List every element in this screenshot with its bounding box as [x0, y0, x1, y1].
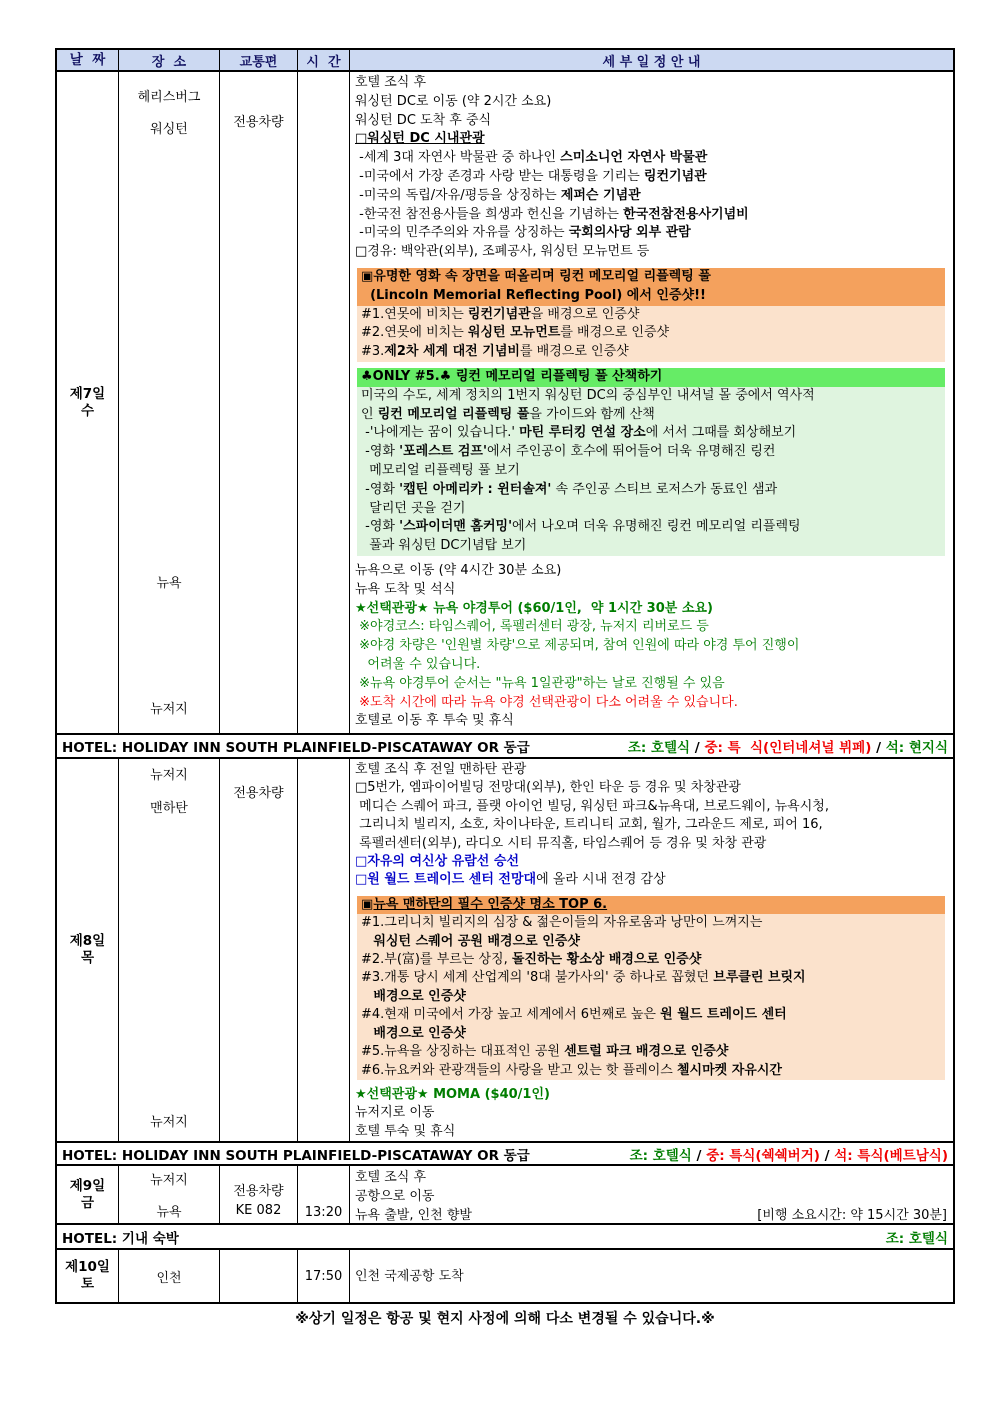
weekday-label: 수 — [80, 402, 95, 419]
text-segment: 첼시마켓 자유시간 — [676, 1062, 782, 1078]
header-place: 장 소 — [119, 50, 220, 70]
text-segment: 그리니치 빌리지, 소호, 차이나타운, 트리니티 교회, 월가, 그라운드 제로, 피어 16, — [355, 817, 823, 833]
schedule-line — [355, 149, 951, 168]
text-segment: 링컨기념관 — [643, 168, 707, 184]
schedule-line — [355, 168, 951, 187]
text-segment: 제2차 세계 대전 기념비 — [384, 344, 520, 360]
text-segment: 을 배경으로 인증샷 — [530, 306, 640, 322]
schedule-line — [355, 243, 951, 262]
text-segment: 중: 특 식(인터네셔널 뷔페) — [704, 740, 872, 756]
text-segment: 마틴 루터킹 연설 장소 — [519, 425, 646, 441]
text-segment: □워싱턴 DC 시내관광 — [355, 131, 485, 147]
text-segment: 풀과 워싱턴 DC기념탑 보기 — [361, 538, 527, 554]
hotel-row-3 — [57, 1225, 953, 1250]
schedule-line — [357, 268, 945, 287]
text-segment: ★선택관광★ 뉴욕 야경투어 ($60/1인, 약 1시간 30분 소요) — [355, 600, 713, 616]
schedule-line — [355, 871, 951, 889]
text-segment: #4.현재 미국에서 가장 높고 세계에서 6번째로 높은 — [361, 1007, 661, 1023]
schedule-line — [357, 287, 945, 306]
schedule-line — [355, 761, 951, 779]
box-body — [357, 306, 945, 362]
text-segment: 를 배경으로 인증샷 — [519, 344, 629, 360]
text-segment: 호텔 조식 후 — [355, 75, 427, 90]
text-segment: #2.부(富)를 부르는 상징, — [361, 952, 512, 968]
text-segment: □원 월드 트레이드 센터 전망대 — [355, 872, 537, 888]
meal-info — [628, 736, 948, 756]
text-segment: -영화 — [361, 481, 400, 497]
place-label: 뉴저지 — [150, 702, 188, 717]
schedule-line — [355, 187, 951, 206]
text-segment: '포레스트 검프' — [399, 444, 487, 460]
text-segment: 뉴욕 도착 및 석식 — [355, 581, 456, 597]
footer-note: ※상기 일정은 항공 및 현지 사정에 의해 다소 변경될 수 있습니다.※ — [295, 1311, 715, 1327]
schedule-line — [355, 1086, 951, 1104]
day-label: 제7일 — [69, 385, 106, 402]
schedule-line — [357, 387, 945, 406]
text-segment: -미국의 민주주의와 자유를 상징하는 — [355, 225, 569, 241]
text-segment — [361, 934, 373, 949]
day9-date-cell — [57, 1166, 119, 1223]
flight-number: KE 082 — [235, 1203, 282, 1218]
place-label: 뉴욕 — [156, 576, 182, 591]
text-segment: 돌진하는 황소상 배경으로 인증샷 — [511, 952, 702, 968]
highlight-box — [357, 368, 945, 556]
text-segment: 조: 호텔식 — [629, 1147, 692, 1164]
text-segment: 호텔 투숙 및 휴식 — [355, 1123, 456, 1139]
schedule-line — [357, 518, 945, 537]
highlight-box — [357, 896, 945, 1080]
text-segment: '스파이더맨 홈커밍' — [399, 519, 513, 535]
day7-schedule — [350, 72, 953, 733]
schedule-line — [357, 988, 945, 1006]
box-header — [357, 896, 945, 914]
schedule-line — [357, 443, 945, 462]
place-label: 뉴저지 — [150, 1173, 188, 1188]
line-left — [355, 1206, 472, 1223]
day10-transport-cell — [220, 1250, 298, 1302]
schedule-line — [357, 1062, 945, 1080]
day8-row — [57, 759, 953, 1143]
place-label: 뉴저지 — [150, 768, 188, 783]
text-segment: 뉴욕으로 이동 (약 4시간 30분 소요) — [355, 562, 562, 578]
schedule-line — [357, 914, 945, 932]
text-segment: 배경으로 인증샷 — [373, 988, 466, 1004]
time-label: 17:50 — [304, 1268, 343, 1284]
day10-time-cell — [298, 1250, 350, 1302]
text-segment: 링컨 메모리얼 리플렉팅 풀 — [377, 406, 530, 422]
hotel-row-2 — [57, 1143, 953, 1166]
text-segment: 워싱턴 DC로 이동 (약 2시간 소요) — [355, 93, 552, 109]
schedule-line — [355, 130, 951, 149]
itinerary-table — [55, 48, 955, 1304]
day8-time-cell — [298, 759, 350, 1141]
schedule-line — [357, 424, 945, 443]
text-segment: 에서 주인공이 호수에 뛰어들어 더욱 유명해진 링컨 — [486, 444, 776, 460]
schedule-line — [357, 537, 945, 556]
text-segment: -한국전 참전용사들을 희생과 헌신을 기념하는 — [355, 206, 624, 222]
text-segment: 호텔로 이동 후 투숙 및 휴식 — [355, 713, 514, 729]
schedule-line — [357, 896, 945, 914]
schedule-line — [357, 481, 945, 500]
text-segment: 석: 특식(베트남식) — [834, 1147, 948, 1164]
place-label: 맨하탄 — [150, 801, 188, 816]
text-segment: #2.연못에 비치는 — [361, 325, 468, 341]
schedule-line — [357, 462, 945, 481]
day10-date-cell — [57, 1250, 119, 1302]
table-header-row — [57, 50, 953, 72]
text-segment: / — [871, 740, 886, 756]
text-segment: 에 서서 그때를 회상해보기 — [645, 425, 797, 441]
schedule-line — [355, 93, 951, 112]
transport-label: 전용차량 — [233, 786, 284, 801]
text-segment: 인천 국제공항 도착 — [355, 1268, 464, 1284]
schedule-line — [357, 324, 945, 343]
meal-info — [886, 1227, 948, 1247]
text-segment: '캡틴 아메리카 : 윈터솔져' — [399, 481, 552, 497]
day7-place-cell — [119, 72, 220, 733]
schedule-line — [357, 368, 945, 387]
schedule-line — [355, 206, 951, 225]
schedule-line — [355, 637, 951, 656]
text-segment: 에서 나오며 더욱 유명해진 링컨 메모리얼 리플렉팅 — [512, 519, 801, 535]
place-label: 인천 — [156, 1270, 182, 1286]
text-segment: -미국의 독립/자유/평등을 상징하는 — [355, 187, 561, 203]
schedule-line — [357, 406, 945, 425]
header-transport: 교통편 — [220, 50, 298, 70]
text-segment: 스미소니언 자연사 박물관 — [560, 150, 708, 166]
text-segment: #3. — [361, 344, 385, 360]
schedule-line — [355, 853, 951, 871]
day9-place-cell — [119, 1166, 220, 1223]
text-segment: 조: 호텔식 — [885, 1230, 948, 1247]
text-segment: ★선택관광★ MOMA ($40/1인) — [355, 1086, 550, 1102]
day8-schedule — [350, 759, 953, 1141]
weekday-label: 금 — [80, 1194, 95, 1211]
day7-date-cell — [57, 72, 119, 733]
day10-row — [57, 1250, 953, 1302]
text-segment: 인 — [361, 406, 378, 422]
schedule-line — [357, 343, 945, 362]
day-label: 제8일 — [69, 933, 106, 949]
day9-row — [57, 1166, 953, 1225]
hotel-label: HOTEL: HOLIDAY INN SOUTH PLAINFIELD-PISCATAWAY OR 동급 — [62, 1147, 530, 1164]
schedule-line — [355, 656, 951, 675]
text-segment: 미국의 수도, 세계 정치의 1번지 워싱턴 DC의 중심부인 내셔널 몰 중에서 역사적 — [361, 387, 815, 403]
text-segment: ※야경코스: 타임스퀘어, 록펠러센터 광장, 뉴저지 리버로드 등 — [355, 619, 709, 635]
text-segment: 원 월드 트레이드 센터 — [660, 1007, 787, 1023]
text-segment: -미국에서 가장 존경과 사랑 받는 대통령을 기리는 — [355, 168, 644, 184]
highlight-box — [357, 268, 945, 362]
place-label: 헤리스버그 — [137, 90, 201, 105]
schedule-line — [355, 600, 951, 619]
text-segment: 를 배경으로 인증샷 — [560, 325, 670, 341]
header-detail: 세 부 일 정 안 내 — [602, 54, 701, 70]
schedule-line — [357, 933, 945, 951]
text-segment: ※뉴욕 야경투어 순서는 "뉴욕 1일관광"하는 날로 진행될 수 있음 — [355, 675, 725, 691]
text-segment: 속 주인공 스티브 로저스가 동료인 샘과 — [551, 481, 778, 497]
place-label: 뉴저지 — [150, 1115, 188, 1130]
meal-info — [630, 1144, 948, 1164]
day9-time-cell — [298, 1166, 350, 1223]
text-segment: □자유의 여신상 유람선 승선 — [355, 854, 519, 870]
schedule-line — [355, 224, 951, 243]
weekday-label: 토 — [80, 1276, 95, 1292]
text-segment: ▣유명한 영화 속 장면을 떠올리며 링컨 메모리얼 리플렉팅 풀 — [361, 268, 711, 284]
text-segment: -세계 3대 자연사 박물관 중 하나인 — [355, 150, 561, 166]
schedule-line — [357, 951, 945, 969]
schedule-line — [355, 675, 951, 694]
text-segment: 제퍼슨 기념관 — [560, 187, 641, 203]
hotel-label: HOTEL: HOLIDAY INN SOUTH PLAINFIELD-PISCATAWAY OR 동급 — [62, 740, 530, 756]
text-segment: ※야경 차량은 '인원별 차량'으로 제공되며, 참여 인원에 따라 야경 투어 진행이 — [355, 638, 800, 654]
schedule-line — [355, 581, 951, 600]
text-segment: -'나에게는 꿈이 있습니다.' — [361, 425, 520, 441]
schedule-line — [355, 694, 951, 713]
hotel-label: HOTEL: 기내 숙박 — [62, 1230, 179, 1247]
box-header — [357, 368, 945, 387]
text-segment: 호텔 조식 후 전일 맨하탄 관광 — [355, 762, 527, 777]
schedule-line — [357, 1025, 945, 1043]
text-segment: #6.뉴요커와 관광객들의 사랑을 받고 있는 핫 플레이스 — [361, 1062, 677, 1078]
schedule-line — [355, 1123, 951, 1141]
place-label: 뉴욕 — [156, 1205, 182, 1220]
schedule-line — [355, 1168, 951, 1187]
text-segment: 브루클린 브릿지 — [713, 970, 806, 986]
line-right — [757, 1206, 947, 1223]
schedule-line — [357, 500, 945, 519]
text-segment: / — [691, 1147, 707, 1164]
text-segment: 배경으로 인증샷 — [373, 1025, 466, 1041]
place-label: 워싱턴 — [150, 122, 188, 137]
day-label: 제9일 — [69, 1177, 106, 1194]
schedule-line — [355, 835, 951, 853]
day8-place-cell — [119, 759, 220, 1141]
day7-transport-cell — [220, 72, 298, 733]
text-segment: 뉴저지로 이동 — [355, 1105, 435, 1121]
text-segment: 메모리얼 리플렉팅 풀 보기 — [361, 462, 520, 478]
text-segment: 조: 호텔식 — [627, 740, 691, 756]
text-segment: 국회의사당 외부 관람 — [568, 225, 691, 241]
text-segment: ♣ONLY #5.♣ 링컨 메모리얼 리플렉팅 풀 산책하기 — [361, 368, 663, 384]
text-segment — [361, 989, 373, 1004]
weekday-label: 목 — [80, 950, 95, 966]
day7-row — [57, 72, 953, 735]
text-segment: □경유: 백악관(외부), 조폐공사, 워싱턴 모뉴먼트 등 — [355, 244, 650, 260]
day10-place-cell — [119, 1250, 220, 1302]
schedule-line — [355, 1187, 951, 1206]
text-segment: #1.연못에 비치는 — [361, 306, 468, 322]
text-segment: 워싱턴 모뉴먼트 — [467, 325, 561, 341]
schedule-line — [355, 74, 951, 93]
box-body — [357, 387, 945, 556]
text-segment: 을 가이드와 함께 산책 — [529, 406, 655, 422]
text-segment: 에 올라 시내 전경 감상 — [536, 872, 666, 888]
text-segment: #3.개통 당시 세계 산업계의 '8대 불가사의' 중 하나로 꼽혔던 — [361, 970, 714, 986]
text-segment: / — [819, 1147, 835, 1164]
text-segment: 링컨기념관 — [467, 306, 531, 322]
header-time: 시 간 — [298, 50, 350, 70]
text-segment: 석: 현지식 — [885, 740, 948, 756]
day10-schedule — [350, 1250, 953, 1302]
text-segment: 공항으로 이동 — [355, 1189, 435, 1204]
text-segment: 뉴욕 출발, 인천 향발 — [355, 1208, 472, 1223]
text-segment: / — [690, 740, 705, 756]
text-segment: 어려울 수 있습니다. — [355, 656, 481, 672]
text-segment: 워싱턴 DC 도착 후 중식 — [355, 112, 492, 128]
day-label: 제10일 — [65, 1259, 110, 1275]
schedule-line — [355, 618, 951, 637]
schedule-line — [355, 562, 951, 581]
text-segment: [비행 소요시간: 약 15시간 30분] — [757, 1208, 947, 1223]
text-segment — [361, 1026, 373, 1041]
transport-label: 전용차량 — [233, 115, 284, 130]
text-segment: #5.뉴욕을 상징하는 대표적인 공원 — [361, 1044, 565, 1060]
text-segment: 센트럴 파크 배경으로 인증샷 — [564, 1044, 729, 1060]
schedule-line — [355, 779, 951, 797]
text-segment: 록펠러센터(외부), 라디오 시티 뮤직홀, 타임스퀘어 등 경유 및 차창 관광 — [355, 835, 767, 851]
schedule-line — [357, 1043, 945, 1061]
text-segment: □5번가, 엠파이어빌딩 전망대(외부), 한인 타운 등 경유 및 차창관광 — [355, 780, 741, 796]
text-segment: 워싱턴 스퀘어 공원 배경으로 인증샷 — [373, 933, 580, 949]
schedule-line — [355, 1267, 953, 1286]
text-segment: -영화 — [361, 444, 400, 460]
schedule-line — [355, 1206, 951, 1223]
box-header — [357, 268, 945, 306]
schedule-line — [355, 712, 951, 731]
text-segment: 한국전참전용사기념비 — [623, 206, 749, 222]
text-segment: ※도착 시간에 따라 뉴욕 야경 선택관광이 다소 어려울 수 있습니다. — [355, 694, 738, 710]
day9-transport-cell — [220, 1166, 298, 1223]
schedule-line — [355, 798, 951, 816]
day9-schedule — [350, 1166, 953, 1223]
text-segment: #1.그리니치 빌리지의 심장 & 젊은이들의 자유로움과 낭만이 느껴지는 — [361, 915, 763, 931]
text-segment: (Lincoln Memorial Reflecting Pool) 에서 인증샷!! — [361, 287, 706, 303]
day8-transport-cell — [220, 759, 298, 1141]
text-segment: 달리던 곳을 걷기 — [361, 500, 466, 516]
header-date: 날 짜 — [57, 50, 119, 70]
text-segment: 호텔 조식 후 — [355, 1170, 427, 1185]
transport-label: 전용차량 — [233, 1184, 284, 1199]
text-segment: 중: 특식(쉑쉑버거) — [706, 1147, 820, 1164]
box-body — [357, 914, 945, 1080]
day8-date-cell — [57, 759, 119, 1141]
time-label: 13:20 — [304, 1205, 343, 1220]
day7-time-cell — [298, 72, 350, 733]
text-segment: -영화 — [361, 519, 400, 535]
schedule-line — [357, 1006, 945, 1024]
text-segment: 메디슨 스퀘어 파크, 플랫 아이언 빌딩, 워싱턴 파크&뉴욕대, 브로드웨이, 뉴욕시청, — [355, 798, 829, 814]
schedule-line — [357, 306, 945, 325]
schedule-line — [355, 1104, 951, 1122]
text-segment: ▣뉴욕 맨하탄의 필수 인증샷 명소 TOP 6. — [361, 896, 608, 912]
schedule-line — [355, 112, 951, 131]
schedule-line — [357, 969, 945, 987]
hotel-row-1 — [57, 735, 953, 759]
schedule-line — [355, 816, 951, 834]
